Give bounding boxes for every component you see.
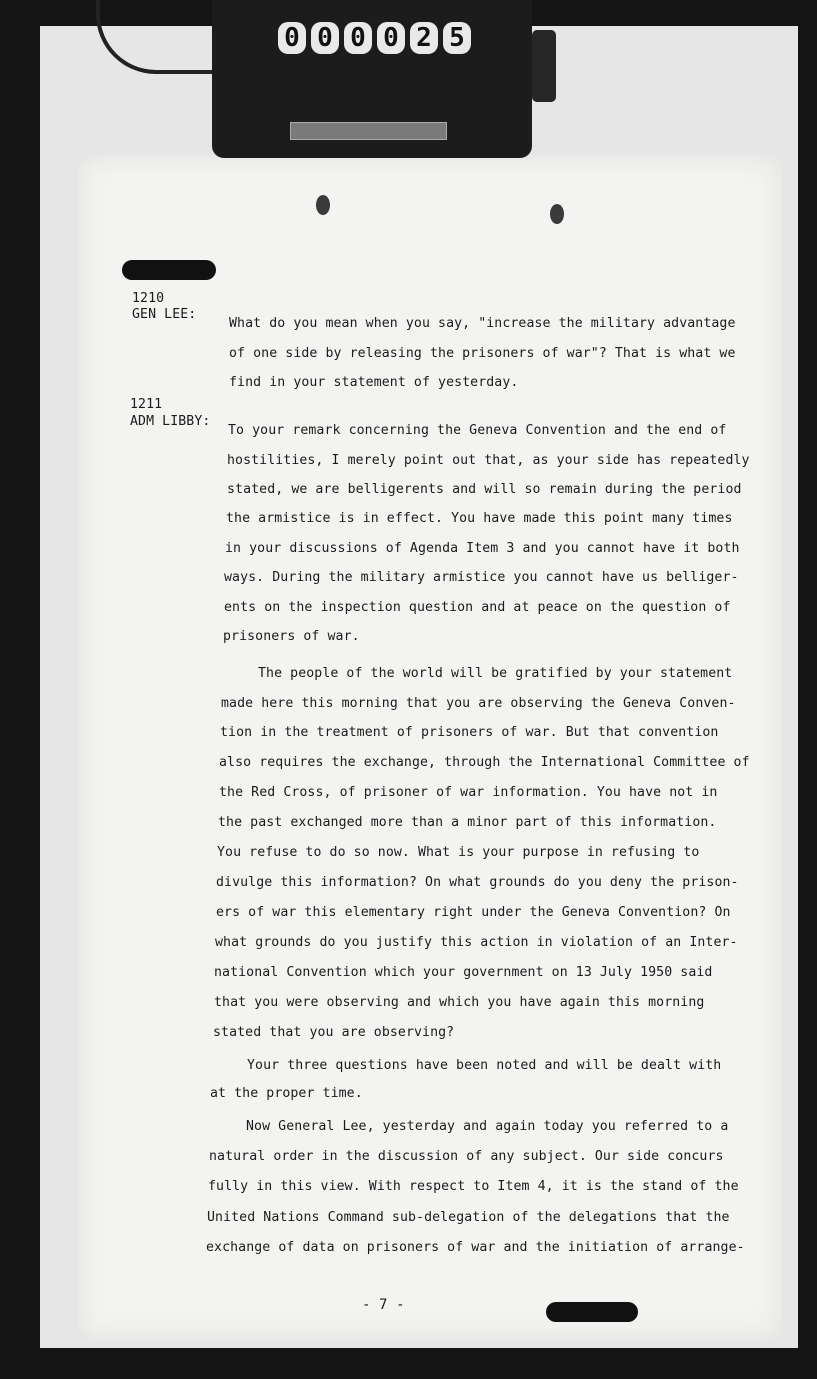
text-line: United Nations Command sub-delegation of the delegations that the xyxy=(207,1210,730,1225)
text-line: national Convention which your government on 13 July 1950 said xyxy=(214,965,713,980)
counter-digit: 2 xyxy=(410,22,438,54)
text-line: the past exchanged more than a minor part of this information. xyxy=(218,815,717,830)
text-line: the armistice is in effect. You have made this point many times xyxy=(226,511,733,526)
text-line: also requires the exchange, through the International Committee of xyxy=(219,755,750,770)
text-line: made here this morning that you are observing the Geneva Conven- xyxy=(221,696,736,711)
text-line: natural order in the discussion of any subject. Our side concurs xyxy=(209,1149,724,1164)
speaker-name: GEN LEE: xyxy=(132,307,197,322)
text-line: ways. During the military armistice you cannot have us belliger- xyxy=(224,570,739,585)
speaker-name: ADM LIBBY: xyxy=(130,414,211,429)
text-line: tion in the treatment of prisoners of war. But that convention xyxy=(220,725,719,740)
text-line: stated, we are belligerents and will so remain during the period xyxy=(227,482,742,497)
text-line: that you were observing and which you have again this morning xyxy=(214,995,705,1010)
punch-hole xyxy=(316,195,330,215)
entry-number: 1210 xyxy=(132,291,165,306)
text-line: Your three questions have been noted and will be dealt with xyxy=(247,1058,722,1073)
redaction-mark xyxy=(122,260,216,280)
text-line: prisoners of war. xyxy=(223,629,360,644)
text-line: ers of war this elementary right under the Geneva Convention? On xyxy=(216,905,731,920)
text-line: You refuse to do so now. What is your purpose in refusing to xyxy=(217,845,700,860)
text-line: find in your statement of yesterday. xyxy=(229,375,519,390)
entry-number: 1211 xyxy=(130,397,163,412)
text-line: stated that you are observing? xyxy=(213,1025,455,1040)
text-line: exchange of data on prisoners of war and the initiation of arrange- xyxy=(206,1240,745,1255)
counter-digit: 5 xyxy=(443,22,471,54)
text-line: what grounds do you justify this action in violation of an Inter- xyxy=(215,935,738,950)
page-number: - 7 - xyxy=(362,1297,405,1313)
counter-digit: 0 xyxy=(377,22,405,54)
text-line: The people of the world will be gratified by your statement xyxy=(258,666,733,681)
text-line: the Red Cross, of prisoner of war information. You have not in xyxy=(219,785,718,800)
text-line: To your remark concerning the Geneva Convention and the end of xyxy=(228,423,727,438)
text-line: ents on the inspection question and at peace on the question of xyxy=(224,600,731,615)
text-line: fully in this view. With respect to Item 4, it is the stand of the xyxy=(208,1179,739,1194)
text-line: in your discussions of Agenda Item 3 and you cannot have it both xyxy=(225,541,740,556)
redaction-mark xyxy=(546,1302,638,1322)
text-line: of one side by releasing the prisoners of war"? That is what we xyxy=(229,346,736,361)
text-line: hostilities, I merely point out that, as your side has repeatedly xyxy=(227,453,750,468)
text-line: divulge this information? On what grounds do you deny the prison- xyxy=(216,875,739,890)
text-line: What do you mean when you say, "increase the military advantage xyxy=(229,316,736,331)
punch-hole xyxy=(550,204,564,224)
frame-counter-digits xyxy=(278,22,471,54)
text-line: Now General Lee, yesterday and again today you referred to a xyxy=(246,1119,729,1134)
text-line: at the proper time. xyxy=(210,1086,363,1101)
counter-nameplate xyxy=(290,122,447,140)
counter-knob xyxy=(532,30,556,102)
counter-digit: 0 xyxy=(344,22,372,54)
counter-digit: 0 xyxy=(311,22,339,54)
counter-digit: 0 xyxy=(278,22,306,54)
